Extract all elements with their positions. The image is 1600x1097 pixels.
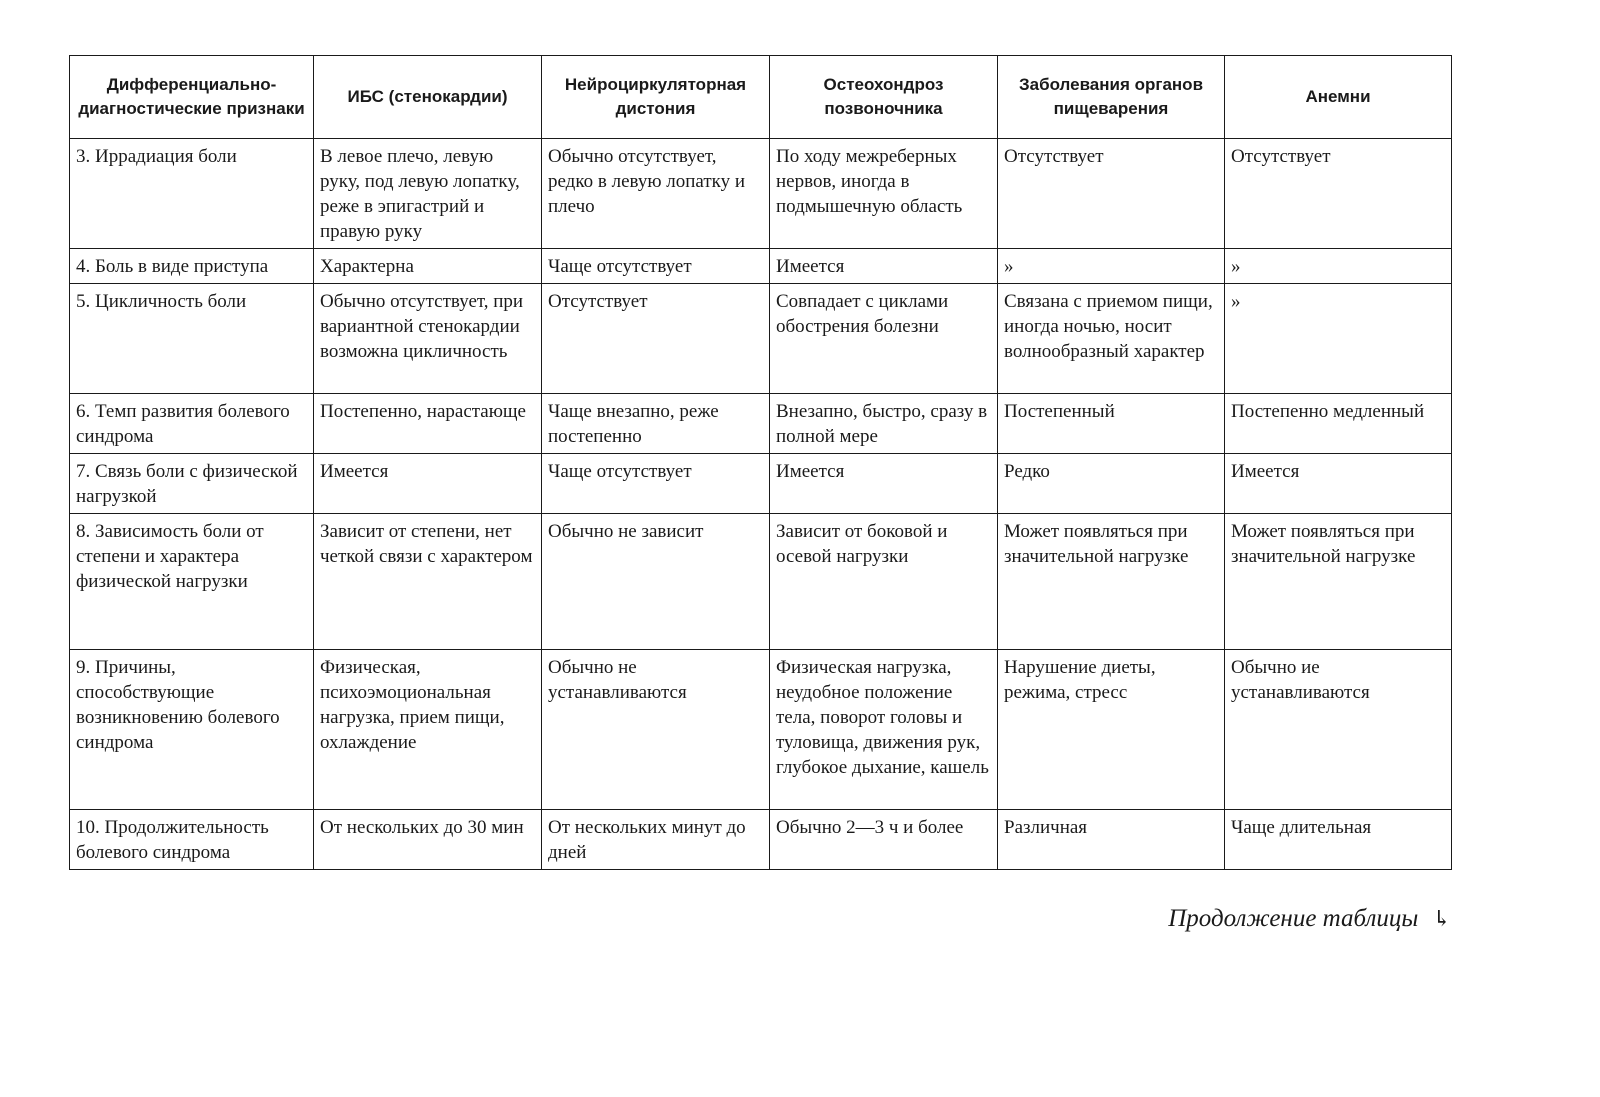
table-cell: Редко [998,454,1225,514]
table-cell: Обычно 2—3 ч и более [770,810,998,870]
table-cell: Чаще отсутствует [542,249,770,284]
table-cell: Внезапно, быстро, сразу в полной мере [770,394,998,454]
column-header: ИБС (стенокардии) [314,56,542,139]
table-row [70,810,1452,870]
table-cell: 8. Зависимость боли от степени и характера физической нагрузки [70,514,314,650]
table-cell: 10. Продолжительность болевого синдрома [70,810,314,870]
table-cell: По ходу межреберных нервов, иногда в подмышечную область [770,139,998,249]
table-cell: От нескольких до 30 мин [314,810,542,870]
table-cell: Постепенно, нарастающе [314,394,542,454]
table-cell: 3. Иррадиация боли [70,139,314,249]
column-header: Заболевания органов пищеварения [998,56,1225,139]
table-cell: От нескольких минут до дней [542,810,770,870]
table-cell: Постепенный [998,394,1225,454]
table-cell: Имеется [770,454,998,514]
table-row [70,394,1452,454]
table-cell: 6. Темп развития болевого синдрома [70,394,314,454]
table-cell: Обычно не устанавливаются [542,650,770,810]
table-cell: Чаще внезапно, реже постепенно [542,394,770,454]
table-cell: Может появляться при значительной нагрузке [998,514,1225,650]
ditto-cell: » [1225,284,1452,394]
differential-diagnosis-table [69,55,1452,870]
table-cell: 7. Связь боли с физической нагрузкой [70,454,314,514]
table-cell: 4. Боль в виде приступа [70,249,314,284]
ditto-cell: » [998,249,1225,284]
ditto-cell: » [1225,249,1452,284]
table-row [70,284,1452,394]
table-row [70,454,1452,514]
table-cell: Имеется [1225,454,1452,514]
table-cell: Обычно ие устанавливаются [1225,650,1452,810]
table-cell: Постепенно медленный [1225,394,1452,454]
table-cell: Совпадает с циклами обострения болезни [770,284,998,394]
column-header: Остеохондроз позвоночника [770,56,998,139]
table-cell: Обычно отсутствует, редко в левую лопатку и плечо [542,139,770,249]
column-header: Дифференциально-диагностические признаки [70,56,314,139]
table-cell: Может появляться при значительной нагрузке [1225,514,1452,650]
turn-arrow-icon: ↳ [1432,906,1451,931]
table-cell: 5. Цикличность боли [70,284,314,394]
table-cell: Зависит от степени, нет четкой связи с характером [314,514,542,650]
table-row [70,249,1452,284]
table-row [70,650,1452,810]
table-cell: Различная [998,810,1225,870]
table-row [70,514,1452,650]
continuation-label: Продолжение таблицы [1168,905,1419,932]
table-cell: Имеется [770,249,998,284]
table-cell: Чаще отсутствует [542,454,770,514]
column-header: Анемни [1225,56,1452,139]
table-cell: Связана с приемом пищи, иногда ночью, носит волнообразный характер [998,284,1225,394]
table-cell: Физическая, психоэмоциональная нагрузка, прием пищи, охлаждение [314,650,542,810]
table-cell: Обычно не зависит [542,514,770,650]
table-cell: Характерна [314,249,542,284]
table-cell: Отсутствует [998,139,1225,249]
table-cell: 9. Причины, способствующие возникновению болевого синдрома [70,650,314,810]
table-cell: Нарушение диеты, режима, стресс [998,650,1225,810]
table-cell: Физическая нагрузка, неудобное положение тела, поворот головы и туловища, движения рук, глубокое дыхание, кашель [770,650,998,810]
table-cell: Отсутствует [1225,139,1452,249]
column-header: Нейроциркуляторная дистония [542,56,770,139]
table-cell: Обычно отсутствует, при вариантной стенокардии возможна цикличность [314,284,542,394]
table-row [70,139,1452,249]
table-cell: Чаще длительная [1225,810,1452,870]
table-cell: Зависит от боковой и осевой нагрузки [770,514,998,650]
table-cell: Имеется [314,454,542,514]
table-cell: Отсутствует [542,284,770,394]
continuation-note [1168,905,1451,933]
table-header-row [70,56,1452,139]
table-cell: В левое плечо, левую руку, под левую лопатку, реже в эпигастрий и правую руку [314,139,542,249]
